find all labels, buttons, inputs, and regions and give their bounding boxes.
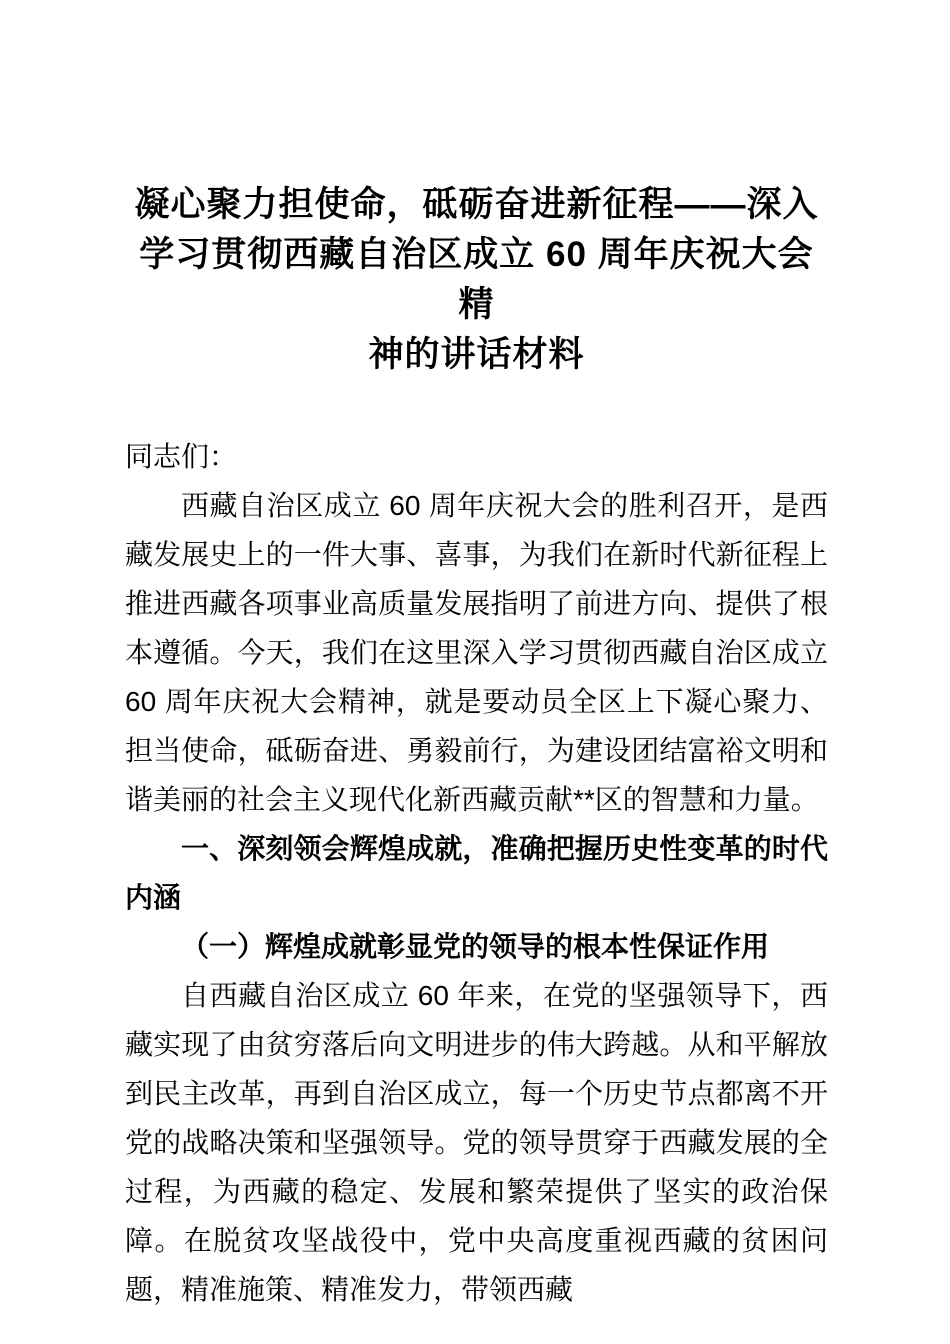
section-heading: 一、深刻领会辉煌成就，准确把握历史性变革的时代内涵 — [125, 833, 828, 913]
subsection-heading: （一）辉煌成就彰显党的领导的根本性保证作用 — [181, 931, 770, 962]
body-paragraph-1: 西藏自治区成立 60 周年庆祝大会的胜利召开，是西藏发展史上的一件大事、喜事，为我们在新时代新征程上推进西藏各项事业高质量发展指明了前进方向、提供了根本遵循。今天，我们在这里深入学习贯彻西藏自治区成立 60 周年庆祝大会精神，就是要动员全区上下凝心聚力、担当使命，砥砺奋进、勇毅前行，为建设团结富裕文明和谐美丽的社会主义现代化新西藏贡献**区的智慧和力量。 — [125, 490, 828, 815]
salutation: 同志们： — [125, 441, 238, 472]
title-line-3: 神的讲话材料 — [368, 335, 585, 374]
title-line-1: 凝心聚力担使命，砥砺奋进新征程——深入 — [134, 185, 819, 224]
document-title — [125, 180, 828, 380]
title-line-2: 学习贯彻西藏自治区成立 60 周年庆祝大会精 — [139, 235, 814, 324]
body-paragraph-2: 自西藏自治区成立 60 年来，在党的坚强领导下，西藏实现了由贫穷落后向文明进步的伟大跨越。从和平解放到民主改革，再到自治区成立，每一个历史节点都离不开党的战略决策和坚强领导。党的领导贯穿于西藏发展的全过程，为西藏的稳定、发展和繁荣提供了坚实的政治保障。在脱贫攻坚战役中，党中央高度重视西藏的贫困问题，精准施策、精准发力，带领西藏 — [125, 980, 828, 1305]
